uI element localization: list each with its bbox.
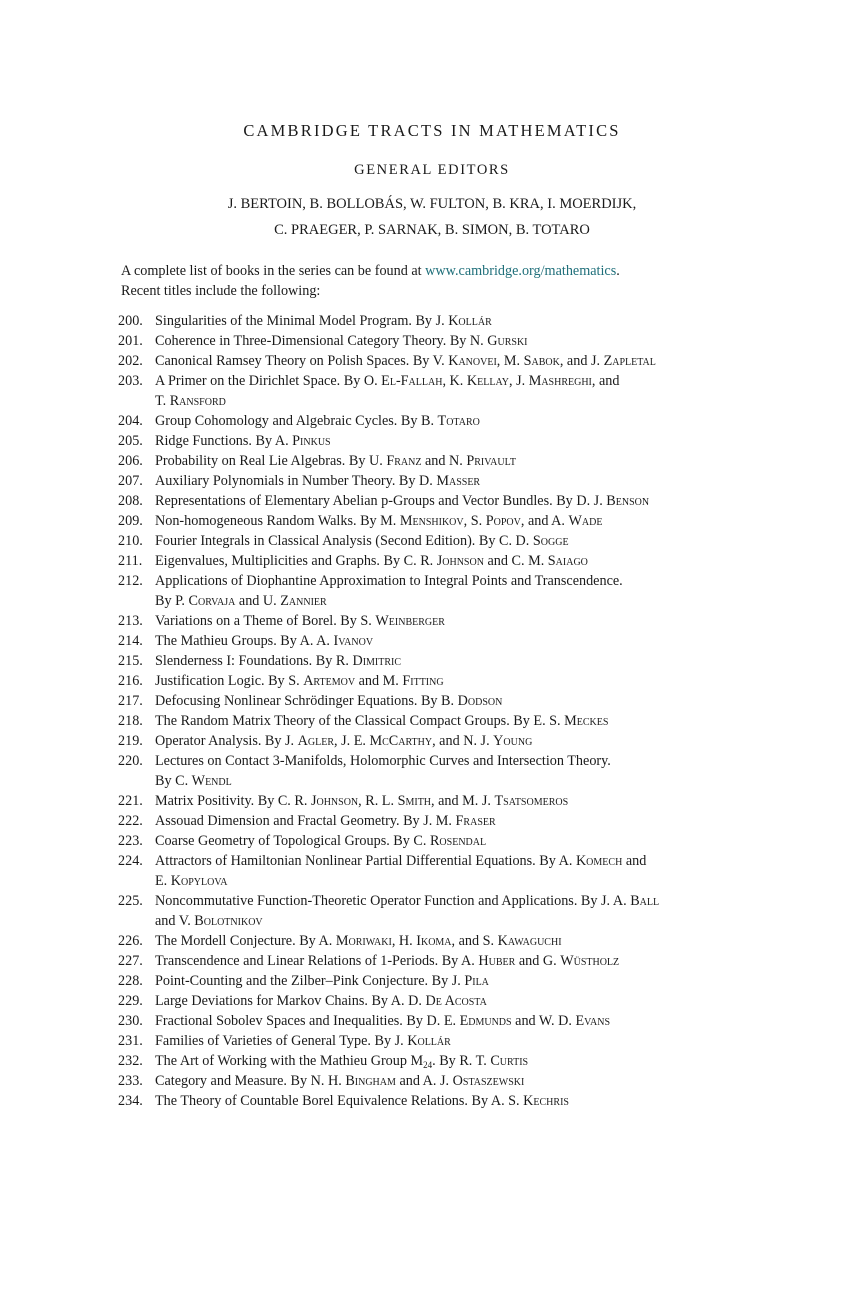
book-entry — [0, 311, 864, 331]
book-number: 203. — [118, 373, 143, 389]
book-entry — [0, 811, 864, 831]
book-number: 214. — [118, 633, 143, 649]
editors-heading: GENERAL EDITORS — [354, 162, 510, 178]
book-number: 220. — [118, 753, 143, 769]
author-name: Evans — [575, 1013, 611, 1029]
author-name: Wüstholz — [560, 953, 620, 969]
author-name: Huber — [478, 953, 516, 969]
book-number: 234. — [118, 1093, 143, 1109]
book-title-line: Families of Varieties of General Type. By J. Kollár — [155, 1033, 451, 1049]
book-title-line: E. Kopylova — [155, 873, 228, 889]
book-number: 222. — [118, 813, 143, 829]
book-number: 231. — [118, 1033, 143, 1049]
book-title-line: Coherence in Three-Dimensional Category Theory. By N. Gurski — [155, 333, 528, 349]
book-title-line: Slenderness I: Foundations. By R. Dimitric — [155, 653, 402, 669]
book-title-line: Assouad Dimension and Fractal Geometry. By J. M. Fraser — [155, 813, 496, 829]
book-number: 211. — [118, 553, 143, 569]
book-title-line: Ridge Functions. By A. Pinkus — [155, 433, 331, 449]
book-title-line: The Mordell Conjecture. By A. Moriwaki, H. Ikoma, and S. Kawaguchi — [155, 933, 562, 949]
author-name: Dodson — [457, 693, 503, 709]
author-name: Bolotnikov — [194, 913, 263, 929]
book-number: 209. — [118, 513, 143, 529]
book-number: 212. — [118, 573, 143, 589]
book-number: 228. — [118, 973, 143, 989]
author-name: Edmunds — [459, 1013, 512, 1029]
author-name: Kanovei — [448, 353, 497, 369]
book-entry — [0, 631, 864, 651]
book-entry — [0, 431, 864, 451]
author-name: Ransford — [169, 393, 226, 409]
series-title: CAMBRIDGE TRACTS IN MATHEMATICS — [243, 121, 621, 140]
author-name: Pila — [464, 973, 489, 989]
intro-paragraph — [121, 261, 761, 301]
book-number: 223. — [118, 833, 143, 849]
author-name: Sabok — [523, 353, 560, 369]
book-number: 225. — [118, 893, 143, 909]
author-name: Johnson — [436, 553, 484, 569]
author-name: Ball — [630, 893, 660, 909]
author-name: Ikoma — [416, 933, 452, 949]
author-name: De Acosta — [425, 993, 487, 1009]
intro-period: . — [616, 263, 620, 279]
author-name: Totaro — [437, 413, 480, 429]
author-name: Corvaja — [188, 593, 236, 609]
book-title-line: Operator Analysis. By J. Agler, J. E. McCarthy, and N. J. Young — [155, 733, 533, 749]
author-name: Moriwaki — [335, 933, 392, 949]
book-entry — [0, 351, 864, 371]
book-entry — [0, 1091, 864, 1111]
author-name: Fraser — [455, 813, 496, 829]
book-entry — [0, 791, 864, 811]
book-title-line: A Primer on the Dirichlet Space. By O. El-Fallah, K. Kellay, J. Mashreghi, and — [155, 373, 620, 389]
editors-line: J. BERTOIN, B. BOLLOBÁS, W. FULTON, B. KRA, I. MOERDIJK, — [227, 196, 637, 212]
book-title-line: Noncommutative Function-Theoretic Operator Function and Applications. By J. A. Ball — [155, 893, 660, 909]
book-entry — [0, 1071, 864, 1091]
book-number: 202. — [118, 353, 143, 369]
author-name: Kawaguchi — [497, 933, 562, 949]
book-entry — [0, 531, 864, 551]
editors-line: C. PRAEGER, P. SARNAK, B. SIMON, B. TOTARO — [274, 222, 590, 238]
book-entry — [0, 831, 864, 851]
book-number: 215. — [118, 653, 143, 669]
author-name: Meckes — [564, 713, 609, 729]
book-entry — [0, 1051, 864, 1071]
book-title-line: Auxiliary Polynomials in Number Theory. By D. Masser — [155, 473, 481, 489]
book-title-line: Point-Counting and the Zilber–Pink Conjecture. By J. Pila — [155, 973, 489, 989]
book-entry — [0, 511, 864, 531]
author-name: Kollár — [448, 313, 492, 329]
author-name: Tsatsomeros — [494, 793, 569, 809]
book-title-line: The Theory of Countable Borel Equivalence Relations. By A. S. Kechris — [155, 1093, 569, 1109]
book-title-line: By C. Wendl — [155, 773, 232, 789]
book-number: 206. — [118, 453, 143, 469]
author-name: Kopylova — [170, 873, 228, 889]
book-entry — [0, 371, 864, 411]
book-entry — [0, 331, 864, 351]
book-title-line: Probability on Real Lie Algebras. By U. Franz and N. Privault — [155, 453, 516, 469]
book-entry — [0, 651, 864, 671]
book-entry — [0, 1031, 864, 1051]
book-title-line: Defocusing Nonlinear Schrödinger Equations. By B. Dodson — [155, 693, 503, 709]
book-number: 227. — [118, 953, 143, 969]
book-entry — [0, 851, 864, 891]
book-title-line: The Random Matrix Theory of the Classical Compact Groups. By E. S. Meckes — [155, 713, 609, 729]
book-title-line: Fractional Sobolev Spaces and Inequalities. By D. E. Edmunds and W. D. Evans — [155, 1013, 611, 1029]
intro-line — [121, 261, 761, 281]
book-title-line: Category and Measure. By N. H. Bingham and A. J. Ostaszewski — [155, 1073, 525, 1089]
book-title-line: Applications of Diophantine Approximation to Integral Points and Transcendence. — [155, 573, 623, 589]
author-name: Kollár — [407, 1033, 451, 1049]
book-number: 233. — [118, 1073, 143, 1089]
book-number: 221. — [118, 793, 143, 809]
book-title-line: Large Deviations for Markov Chains. By A. D. De Acosta — [155, 993, 487, 1009]
series-link[interactable]: www.cambridge.org/mathematics — [425, 263, 617, 279]
book-entry — [0, 491, 864, 511]
author-name: Sogge — [532, 533, 569, 549]
author-name: Zapletal — [603, 353, 656, 369]
author-name: Zannier — [280, 593, 327, 609]
book-title-line: Matrix Positivity. By C. R. Johnson, R. L. Smith, and M. J. Tsatsomeros — [155, 793, 569, 809]
author-name: Rosendal — [429, 833, 487, 849]
book-title-line: The Art of Working with the Mathieu Group $M_{24}$. By R. T. Curtis — [155, 1053, 529, 1070]
book-title-line: Coarse Geometry of Topological Groups. By C. Rosendal — [155, 833, 487, 849]
book-number: 232. — [118, 1053, 143, 1069]
book-title-line: Singularities of the Minimal Model Program. By J. Kollár — [155, 313, 492, 329]
author-name: McCarthy — [369, 733, 433, 749]
book-title-line: and V. Bolotnikov — [155, 913, 263, 929]
author-name: Kellay — [466, 373, 509, 389]
author-name: El-Fallah — [381, 373, 443, 389]
book-number: 216. — [118, 673, 143, 689]
book-entry — [0, 451, 864, 471]
book-entry — [0, 711, 864, 731]
author-name: Mashreghi — [528, 373, 592, 389]
author-name: Dimitric — [352, 653, 402, 669]
book-entry — [0, 971, 864, 991]
author-name: Curtis — [490, 1053, 529, 1069]
author-name: Popov — [485, 513, 521, 529]
book-number: 224. — [118, 853, 143, 869]
author-name: Franz — [386, 453, 422, 469]
author-name: Wade — [568, 513, 603, 529]
book-title-line: Canonical Ramsey Theory on Polish Spaces. By V. Kanovei, M. Sabok, and J. Zapletal — [155, 353, 656, 369]
book-title-line: Eigenvalues, Multiplicities and Graphs. By C. R. Johnson and C. M. Saiago — [155, 553, 588, 569]
book-list — [0, 311, 864, 1111]
book-title-line: Lectures on Contact 3-Manifolds, Holomorphic Curves and Intersection Theory. — [155, 753, 611, 769]
book-number: 210. — [118, 533, 143, 549]
book-title-line: Attractors of Hamiltonian Nonlinear Partial Differential Equations. By A. Komech and — [155, 853, 647, 869]
book-number: 230. — [118, 1013, 143, 1029]
author-name: Smith — [397, 793, 432, 809]
book-title-line: By P. Corvaja and U. Zannier — [155, 593, 327, 609]
book-entry — [0, 571, 864, 611]
book-entry — [0, 1011, 864, 1031]
author-name: Menshikov — [399, 513, 464, 529]
author-name: Saiago — [547, 553, 588, 569]
recent-titles-line: Recent titles include the following: — [121, 283, 321, 299]
book-number: 200. — [118, 313, 143, 329]
book-title-line: Non-homogeneous Random Walks. By M. Menshikov, S. Popov, and A. Wade — [155, 513, 603, 529]
book-title-line: Variations on a Theme of Borel. By S. Weinberger — [155, 613, 445, 629]
book-title-line: Group Cohomology and Algebraic Cycles. By B. Totaro — [155, 413, 480, 429]
author-name: Young — [493, 733, 533, 749]
author-name: Masser — [436, 473, 481, 489]
author-name: Weinberger — [375, 613, 445, 629]
book-title-line: Representations of Elementary Abelian p-Groups and Vector Bundles. By D. J. Benson — [155, 493, 650, 509]
author-name: Ivanov — [333, 633, 374, 649]
book-title-line: Fourier Integrals in Classical Analysis (Second Edition). By C. D. Sogge — [155, 533, 569, 549]
book-entry — [0, 891, 864, 931]
book-title-line: The Mathieu Groups. By A. A. Ivanov — [155, 633, 374, 649]
book-entry — [0, 751, 864, 791]
author-name: Benson — [606, 493, 650, 509]
author-name: Bingham — [345, 1073, 396, 1089]
book-title-line: T. Ransford — [155, 393, 226, 409]
book-title-line: Justification Logic. By S. Artemov and M. Fitting — [155, 673, 444, 689]
book-number: 207. — [118, 473, 143, 489]
book-number: 204. — [118, 413, 143, 429]
author-name: Pinkus — [292, 433, 331, 449]
book-entry — [0, 551, 864, 571]
subscript: 24 — [423, 1060, 433, 1070]
author-name: Gurski — [487, 333, 528, 349]
book-entry — [0, 731, 864, 751]
book-number: 217. — [118, 693, 143, 709]
book-number: 219. — [118, 733, 143, 749]
author-name: Agler — [297, 733, 335, 749]
author-name: Johnson — [310, 793, 359, 809]
book-entry — [0, 931, 864, 951]
book-entry — [0, 471, 864, 491]
book-entry — [0, 991, 864, 1011]
book-entry — [0, 611, 864, 631]
book-title-line: Transcendence and Linear Relations of 1-Periods. By A. Huber and G. Wüstholz — [155, 953, 620, 969]
book-number: 208. — [118, 493, 143, 509]
author-name: Ostaszewski — [452, 1073, 525, 1089]
author-name: Fitting — [402, 673, 444, 689]
book-number: 201. — [118, 333, 143, 349]
book-entry — [0, 671, 864, 691]
author-name: Wendl — [191, 773, 232, 789]
book-number: 229. — [118, 993, 143, 1009]
intro-text: A complete list of books in the series can be found at — [121, 263, 426, 279]
book-number: 205. — [118, 433, 143, 449]
author-name: Privault — [466, 453, 516, 469]
book-entry — [0, 951, 864, 971]
book-number: 218. — [118, 713, 143, 729]
book-entry — [0, 691, 864, 711]
book-number: 226. — [118, 933, 143, 949]
book-entry — [0, 411, 864, 431]
book-number: 213. — [118, 613, 143, 629]
author-name: Artemov — [303, 673, 356, 689]
author-name: Komech — [575, 853, 623, 869]
author-name: Kechris — [523, 1093, 569, 1109]
